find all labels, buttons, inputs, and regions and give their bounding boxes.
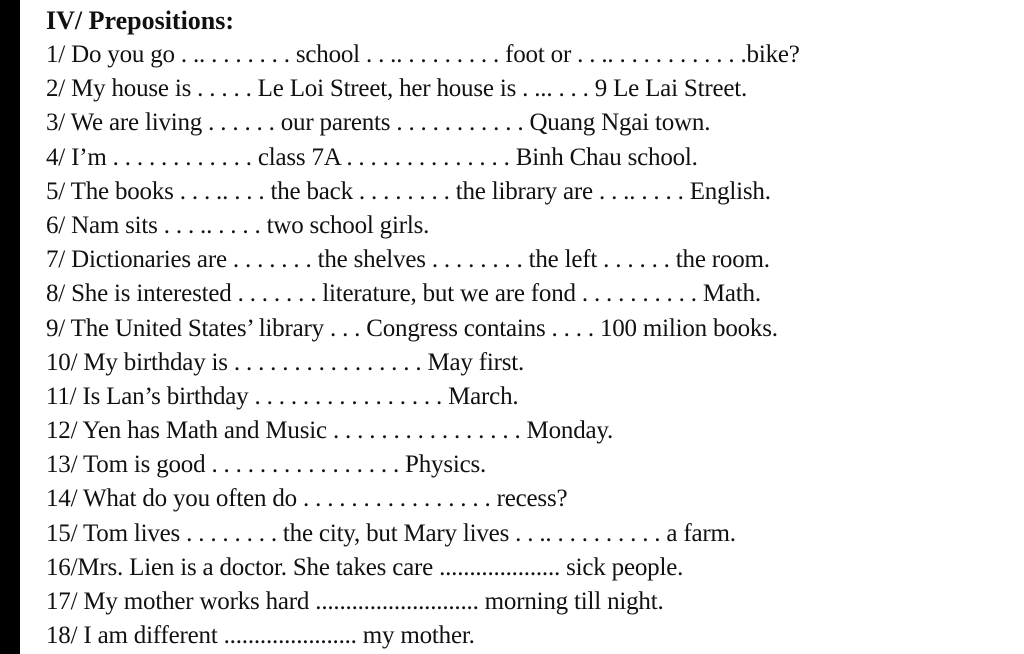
exercise-sentence: 5/ The books . . . .. . . . the back . . . . . . . . the library are . . .. . . . . English. — [46, 177, 771, 205]
exercise-sentence: 7/ Dictionaries are . . . . . . . the shelves . . . . . . . . the left . . . . . . the room. — [46, 246, 770, 274]
exercise-sentence: 3/ We are living . . . . . . our parents . . . . . . . . . . . Quang Ngai town. — [46, 109, 711, 137]
exercise-sentence: 11/ Is Lan’s birthday . . . . . . . . . . . . . . . . March. — [46, 382, 519, 410]
exercise-sentence: 17/ My mother works hard ........................... morning till night. — [46, 588, 664, 615]
exercise-sentence: 13/ Tom is good . . . . . . . . . . . . . . . . Physics. — [46, 451, 487, 479]
worksheet-page — [20, 0, 1024, 654]
exercise-sentence: 12/ Yen has Math and Music . . . . . . . . . . . . . . . . Monday. — [46, 417, 614, 445]
exercise-list — [46, 38, 800, 653]
exercise-sentence: 6/ Nam sits . . . .. . . . . two school girls. — [46, 211, 430, 239]
exercise-sentence: 9/ The United States’ library . . . Congress contains . . . . 100 milion books. — [46, 314, 778, 342]
exercise-sentence: 10/ My birthday is . . . . . . . . . . . . . . . . May first. — [46, 348, 525, 376]
exercise-sentence: 8/ She is interested . . . . . . . literature, but we are fond . . . . . . . . . . Math. — [46, 280, 761, 308]
clipped-previous-text — [415, 0, 715, 4]
exercise-sentence: 4/ I’m . . . . . . . . . . . . class 7A . . . . . . . . . . . . . . Binh Chau school. — [46, 143, 698, 171]
exercise-sentence: 16/Mrs. Lien is a doctor. She takes care .................... sick people. — [46, 553, 684, 581]
exercise-sentence: 14/ What do you often do . . . . . . . . . . . . . . . . recess? — [46, 485, 568, 513]
section-heading: IV/ Prepositions: — [46, 6, 235, 35]
exercise-sentence: 15/ Tom lives . . . . . . . . the city, but Mary lives . . .. . . . . . . . . . a farm. — [46, 519, 736, 547]
exercise-sentence: 18/ I am different ...................... my mother. — [46, 622, 475, 650]
exercise-sentence: 1/ Do you go . .. . . . . . . . school . . .. . . . . . . . . foot or . . .. . . . . . . . . . . .bike? — [46, 41, 800, 68]
exercise-sentence: 2/ My house is . . . . . Le Loi Street, her house is . ... . . . 9 Le Lai Street. — [46, 75, 748, 103]
